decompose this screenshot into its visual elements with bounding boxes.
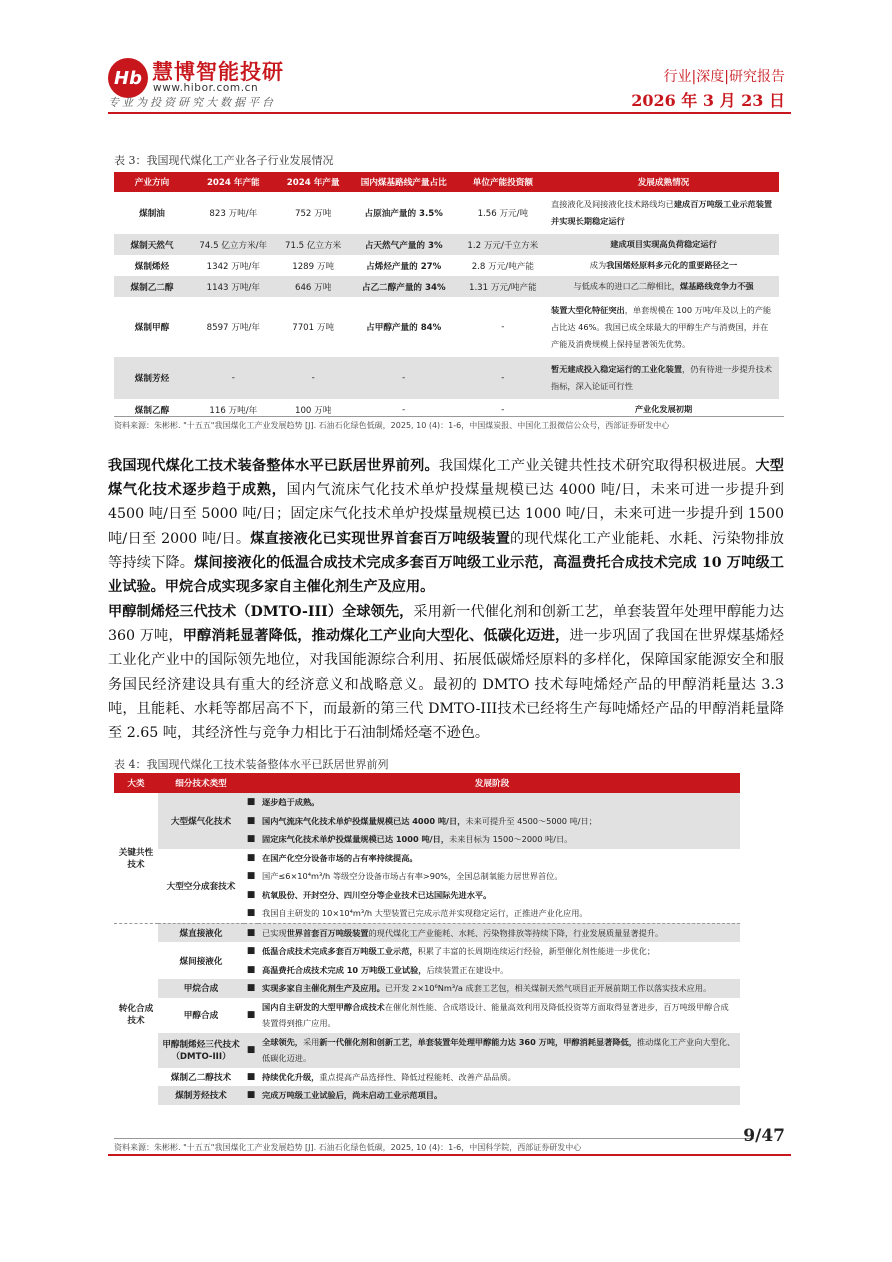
report-type: 行业|深度|研究报告 <box>663 69 785 85</box>
table-cell: 煤制油 <box>139 209 165 219</box>
table-row <box>114 942 740 961</box>
table-row <box>114 1086 740 1105</box>
header-divider <box>108 112 791 114</box>
page-number: 9/47 <box>743 1126 785 1146</box>
footer-divider <box>108 1154 791 1156</box>
table-cell: 71.5 亿立方米 <box>277 234 350 255</box>
table3-header: 产业方向 <box>114 172 190 192</box>
table-row <box>114 276 779 297</box>
table-cell: - <box>458 357 548 399</box>
table-cell: 国内自主研发的大型甲醇合成技术在催化剂性能、合成塔设计、能量高效利用及降低投资等方面取得显著进步，百万吨级甲醇合成装置得到推广应用。 <box>262 1001 729 1028</box>
table-row <box>114 192 779 234</box>
table-cell: 占乙二醇产量的 34% <box>350 276 458 297</box>
bullet-icon: ■ <box>244 1086 258 1105</box>
table3-header: 2024 年产能 <box>190 172 277 192</box>
table-row <box>114 357 779 399</box>
table-cell: 116 万吨/年 <box>209 405 258 416</box>
table-cell: 国内气流床气化技术单炉投煤量规模已达 4000 吨/日，未来可提升至 4500～5000 吨/日； <box>258 812 740 831</box>
table-cell: 8597 万吨/年 <box>206 323 260 333</box>
table4-source: 资料来源：朱彬彬. "十五五"我国煤化工产业发展趋势 [J]. 石油石化绿色低碳，2025, 10 (4)：1-6，中国科学院，西部证券研发中心 <box>114 1138 754 1153</box>
table-cell: 建成项目实现高负荷稳定运行 <box>548 234 779 255</box>
logo-slogan: 专业为投资研究大数据平台 <box>108 96 276 109</box>
table-cell: 高温费托合成技术完成 10 万吨级工业试验，后续装置正在建设中。 <box>262 964 509 975</box>
bullet-icon: ■ <box>246 1010 256 1020</box>
table4-header: 大类 <box>114 773 158 793</box>
table-cell: 1.56 万元/吨 <box>477 209 529 219</box>
table-cell: 国产≤6×10⁴m³/h 等级空分设备市场占有率>90%，全国总制氧能力居世界首位。 <box>262 871 563 881</box>
bullet-icon: ■ <box>244 923 258 942</box>
table-cell: - <box>350 357 458 399</box>
table-cell: 1143 万吨/年 <box>190 276 277 297</box>
bullet-icon: ■ <box>246 964 256 975</box>
body-paragraph: 我国现代煤化工技术装备整体水平已跃居世界前列。我国煤化工产业关键共性技术研究取得积极进展。大型煤气化技术逐步趋于成熟，国内气流床气化技术单炉投煤量规模已达 4000 吨/日，未来可进一步提升到 4500 吨/日至 5000 吨/日；固定床气化技术单炉投煤量规模已达 1000 吨/日，未来可进一步提升到 1500 吨/日至 2000 吨/日。煤直接液化已实现世界首套百万吨级装置的现代煤化工产业能耗、水耗、污染物排放等持续下降。煤间接液化的低温合成技术完成多套百万吨级工业示范，高温费托合成技术完成 10 万吨级工业试验。甲烷合成实现多家自主催化剂生产及应用。 <box>108 458 784 596</box>
table-cell: 甲烷合成 <box>158 979 244 998</box>
bullet-icon: ■ <box>246 1071 256 1082</box>
logo-url[interactable]: www.hibor.com.cn <box>153 82 259 94</box>
table-cell: 2.8 万元/吨产能 <box>471 261 534 272</box>
table-cell: - <box>501 322 505 332</box>
table-cell: 完成万吨级工业试验后，尚未启动工业示范项目。 <box>258 1086 740 1105</box>
table-cell: 已实现世界首套百万吨级装置的现代煤化工产业能耗、水耗、污染物排放等持续下降，行业发展质量显著提升。 <box>258 923 740 942</box>
table-cell: 100 万吨 <box>294 405 332 416</box>
table-cell: 暂无建成投入稳定运行的工业化装置，仍有待进一步提升技术指标，深入论证可行性 <box>548 357 779 399</box>
table-cell: 1289 万吨 <box>292 261 335 272</box>
bullet-icon: ■ <box>246 871 256 882</box>
table-cell: 752 万吨 <box>294 209 332 219</box>
table-cell: 甲醇制烯烃三代技术 （DMTO-III） <box>158 1033 244 1068</box>
table-cell: 实现多家自主催化剂生产及应用。已开发 2×10⁶Nm³/a 成套工艺包，相关煤制天然气项目正开展前期工作以落实技术应用。 <box>258 979 740 998</box>
table-row <box>114 1033 740 1068</box>
table-cell: 1.31 万元/吨产能 <box>458 276 548 297</box>
bullet-icon: ■ <box>244 812 258 831</box>
bullet-icon: ■ <box>246 946 256 957</box>
table3-header: 2024 年产量 <box>277 172 350 192</box>
table-cell: 持续优化升级，重点提高产品选择性、降低过程能耗、改善产品品质。 <box>262 1071 516 1082</box>
table-cell: 煤制乙二醇 <box>114 276 190 297</box>
table-row <box>114 255 779 276</box>
bullet-icon: ■ <box>244 830 258 849</box>
table-cell: 占原油产量的 3.5% <box>364 209 443 219</box>
table-row <box>114 998 740 1033</box>
body-paragraph: 甲醇制烯烃三代技术（DMTO-III）全球领先，采用新一代催化剂和创新工艺，单套装置年处理甲醇能力达 360 万吨，甲醇消耗显著降低，推动煤化工产业向大型化、低碳化迈进，进一步巩固了我国在世界煤基烯烃工业化产业中的国际领先地位，对我国能源综合利用、拓展低碳烯烃原料的多样化，保障国家能源安全和服务国民经济建设具有重大的经济意义和战略意义。最初的 DMTO 技术每吨烯烃产品的甲醇消耗量达 3.3 吨，且能耗、水耗等都居高不下，而最新的第三代 DMTO-III技术已经将生产每吨烯烃产品的甲醇消耗量降至 2.65 吨，其经济性与竞争力相比于石油制烯烃毫不逊色。 <box>108 604 784 742</box>
table4 <box>114 773 740 1105</box>
table-cell: 装置大型化特征突出，单套规模在 100 万吨/年及以上的产能占比达 46%。我国已成全球最大的甲醇生产与消费国，并在产能及消费规模上保持显著领先优势。 <box>551 304 772 349</box>
table-cell: 74.5 亿立方米/年 <box>190 234 277 255</box>
table-cell: 与低成本的进口乙二醇相比，煤基路线竞争力不强 <box>548 276 779 297</box>
bullet-icon: ■ <box>246 908 256 919</box>
table-cell: 占天然气产量的 3% <box>350 234 458 255</box>
table-cell: 杭氧股份、开封空分、四川空分等企业技术已达国际先进水平。 <box>262 889 492 900</box>
table-cell: 产业化发展初期 <box>634 404 693 414</box>
table3-header: 发展成熟情况 <box>548 172 779 192</box>
table-cell: 煤制芳烃技术 <box>158 1086 244 1105</box>
table-cell: 煤制乙醇 <box>134 405 170 416</box>
table-cell: 煤制乙二醇技术 <box>170 1072 232 1083</box>
table3-title: 表 3：我国现代煤化工产业各子行业发展情况 <box>114 154 334 167</box>
table-cell: 低温合成技术完成多套百万吨级工业示范，积累了丰富的长周期连续运行经验，新型催化剂性能进一步优化； <box>262 946 656 956</box>
table-cell: 煤制甲醇 <box>134 323 170 333</box>
bullet-icon: ■ <box>246 852 256 863</box>
table-cell: 煤制烯烃 <box>134 261 170 272</box>
table-cell: 关键共性技术 <box>118 847 154 870</box>
table3-source: 资料来源：朱彬彬. "十五五"我国煤化工产业发展趋势 [J]. 石油石化绿色低碳，2025, 10 (4)：1-6，中国煤炭报、中国化工报微信公众号，西部证券研发中心 <box>114 416 784 431</box>
table-cell: 大型空分成套技术 <box>166 881 236 892</box>
table4-title: 表 4：我国现代煤化工技术装备整体水平已跃居世界前列 <box>114 758 389 771</box>
table-cell: 逐步趋于成熟。 <box>258 793 740 812</box>
bullet-icon: ■ <box>244 1033 258 1068</box>
logo-name: 慧博智能投研 <box>152 60 284 84</box>
table-cell: - <box>190 357 277 399</box>
table-cell: 823 万吨/年 <box>209 209 258 219</box>
table-cell: 煤直接液化 <box>158 923 244 942</box>
table-row <box>114 234 779 255</box>
table-cell: 甲醇合成 <box>183 1011 219 1021</box>
table-cell: 我国自主研发的 10×10⁴m³/h 大型装置已完成示范并实现稳定运行，正推进产业化应用。 <box>262 908 588 918</box>
table4-header-row <box>114 773 740 793</box>
table-row <box>114 297 779 357</box>
table-cell: - <box>402 404 406 415</box>
table-cell: 煤制芳烃 <box>114 357 190 399</box>
table3-header-row <box>114 172 779 192</box>
table-cell: 7701 万吨 <box>292 323 335 333</box>
table-cell: 煤间接液化 <box>179 956 223 967</box>
table-cell: 成为我国烯烃原料多元化的重要路径之一 <box>589 260 738 270</box>
bullet-icon: ■ <box>244 979 258 998</box>
table-cell: - <box>277 357 350 399</box>
table-cell: 煤制天然气 <box>114 234 190 255</box>
table-cell: 1342 万吨/年 <box>206 261 260 272</box>
table3-header: 国内煤基路线产量占比 <box>350 172 458 192</box>
table-cell: 大型煤气化技术 <box>158 793 244 849</box>
table-cell: - <box>501 404 505 415</box>
bullet-icon: ■ <box>246 889 256 900</box>
table-cell: 占烯烃产量的 27% <box>366 261 442 272</box>
table-row <box>114 1068 740 1087</box>
table-cell: 全球领先，采用新一代催化剂和创新工艺，单套装置年处理甲醇能力达 360 万吨，甲醇消耗显著降低，推动煤化工产业向大型化、低碳化迈进。 <box>258 1033 740 1068</box>
table-cell: 646 万吨 <box>277 276 350 297</box>
table-row <box>114 979 740 998</box>
table-cell: 1.2 万元/千立方米 <box>458 234 548 255</box>
table-row <box>114 849 740 868</box>
table-cell: 直接液化及间接液化技术路线均已建成百万吨级工业示范装置并实现长期稳定运行 <box>551 199 773 226</box>
table-cell: 在国产化空分设备市场的占有率持续提高。 <box>262 852 418 863</box>
table-row <box>114 923 740 942</box>
table4-header: 细分技术类型 <box>158 773 244 793</box>
table-row <box>114 793 740 812</box>
report-date: 2026 年 3 月 23 日 <box>631 91 785 110</box>
table4-header: 发展阶段 <box>244 773 740 793</box>
table-cell: 转化合成技术 <box>114 923 158 1105</box>
table-cell: 占甲醇产量的 84% <box>366 323 442 333</box>
table3-header: 单位产能投资额 <box>458 172 548 192</box>
logo-icon: Hb <box>108 58 148 98</box>
table-cell: 固定床气化技术单炉投煤量规模已达 1000 吨/日，未来目标为 1500～2000 吨/日。 <box>258 830 740 849</box>
table3 <box>114 172 779 420</box>
bullet-icon: ■ <box>244 793 258 812</box>
